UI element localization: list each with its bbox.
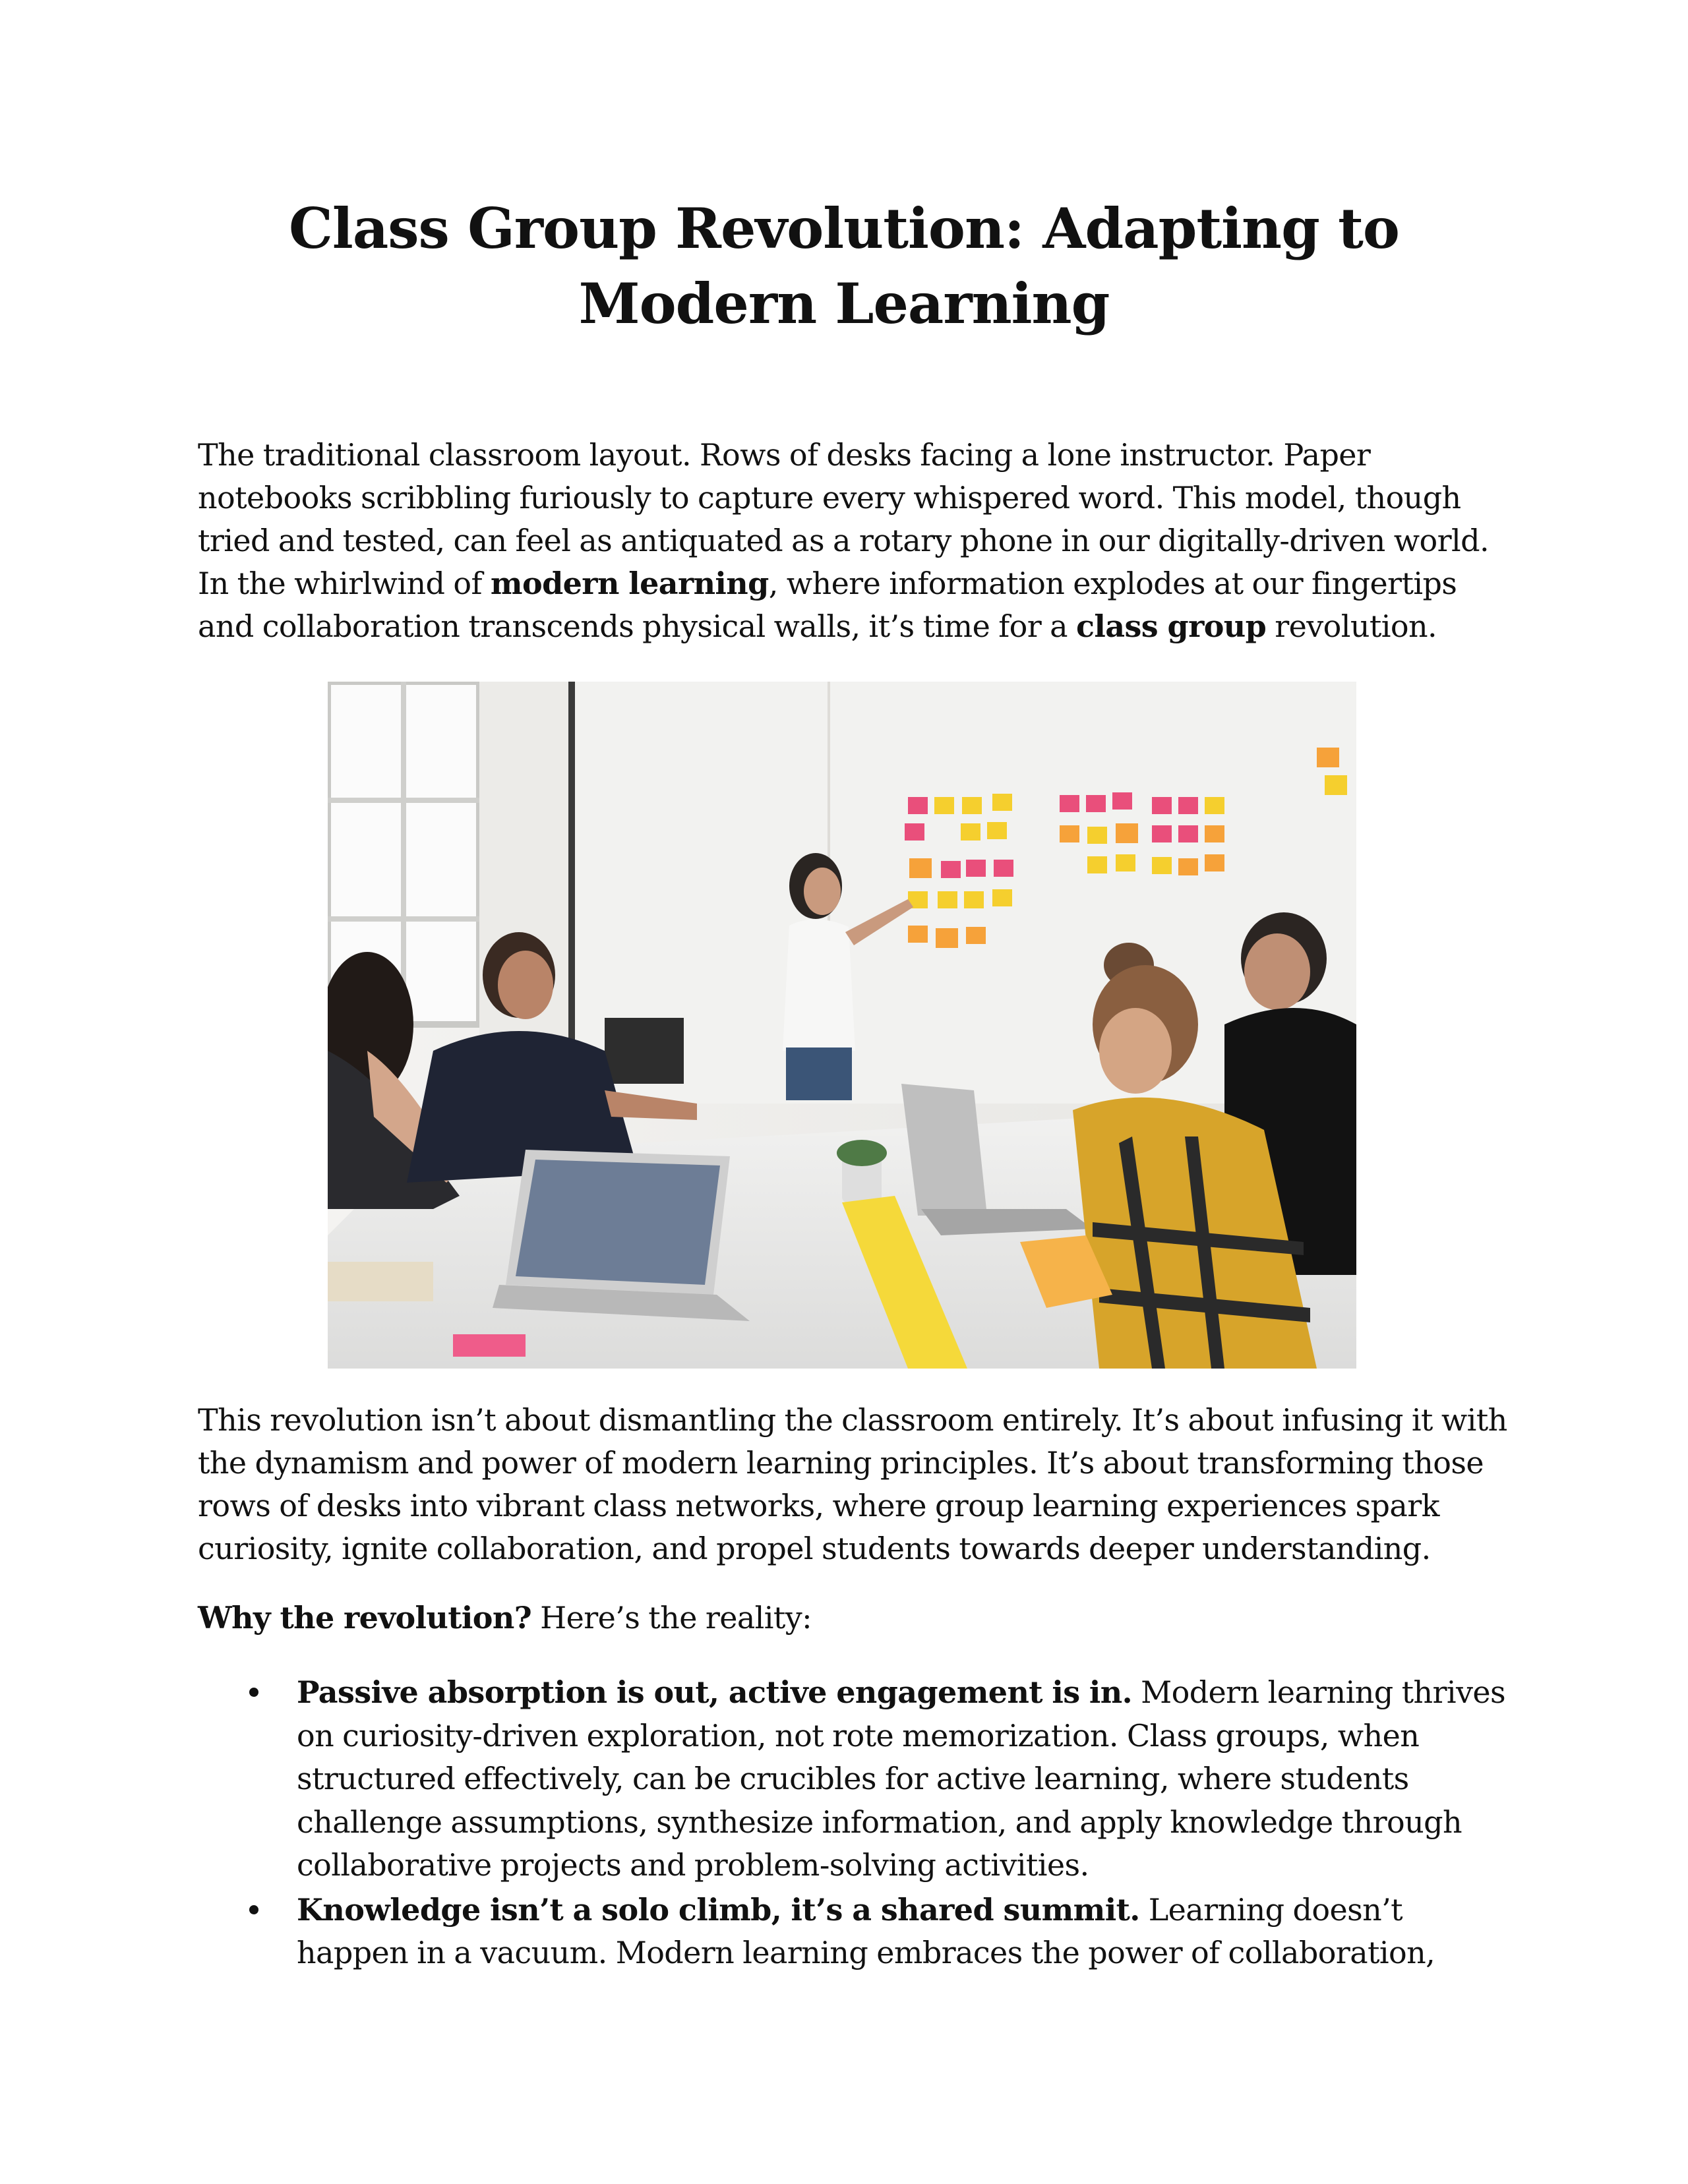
intro-bold-class-group: class group <box>1076 608 1267 644</box>
list-item-bold: Passive absorption is out, active engagement is in. <box>297 1674 1133 1710</box>
list-item <box>198 1671 1510 1887</box>
intro-text-1: The traditional classroom layout. Rows of desks facing a lone instructor. Paper notebooks scribbling furiously to capture every whispered word. This model, though tried and tested, can feel as antiquated as a rotary phone in our digitally-driven world. In the whirlwind of <box>198 437 1489 601</box>
intro-text-2: , where information explodes at our fingertips and collaboration transcends physical walls, it’s time for a <box>198 566 1457 644</box>
classroom-photo-illustration <box>328 682 1356 1369</box>
intro-bold-modern-learning: modern learning <box>490 566 769 601</box>
why-heading-bold: Why the revolution? <box>198 1600 532 1636</box>
classroom-photo <box>328 682 1356 1369</box>
list-item-text: Learning doesn’t happen in a vacuum. Modern learning embraces the power of collaboration, <box>297 1891 1435 1970</box>
bullet-icon <box>249 1905 258 1914</box>
why-text: Here’s the reality: <box>531 1600 812 1636</box>
list-item <box>198 1889 1510 1975</box>
bullet-icon <box>249 1688 258 1697</box>
page-title: Class Group Revolution: Adapting to Modern Learning <box>289 196 1399 336</box>
why-paragraph <box>198 1597 1510 1639</box>
list-item-text: Modern learning thrives on curiosity-driven exploration, not rote memorization. Class groups, when structured effectively, can be crucibles for active learning, where students challenge assumptions, synthesize information, and apply knowledge through collaborative projects and problem-solving activities. <box>297 1674 1506 1883</box>
laptop-front-left <box>493 1150 750 1321</box>
intro-text-3: revolution. <box>1266 608 1437 644</box>
body-paragraph-2: This revolution isn’t about dismantling the classroom entirely. It’s about infusing it with the dynamism and power of modern learning principles. It’s about transforming those rows of desks into vibrant class networks, where group learning experiences spark curiosity, ignite collaboration, and propel students towards deeper understanding. <box>198 1402 1507 1566</box>
list-item-bold: Knowledge isn’t a solo climb, it’s a shared summit. <box>297 1891 1140 1928</box>
intro-paragraph <box>198 434 1510 648</box>
reasons-list <box>198 1671 1510 1976</box>
